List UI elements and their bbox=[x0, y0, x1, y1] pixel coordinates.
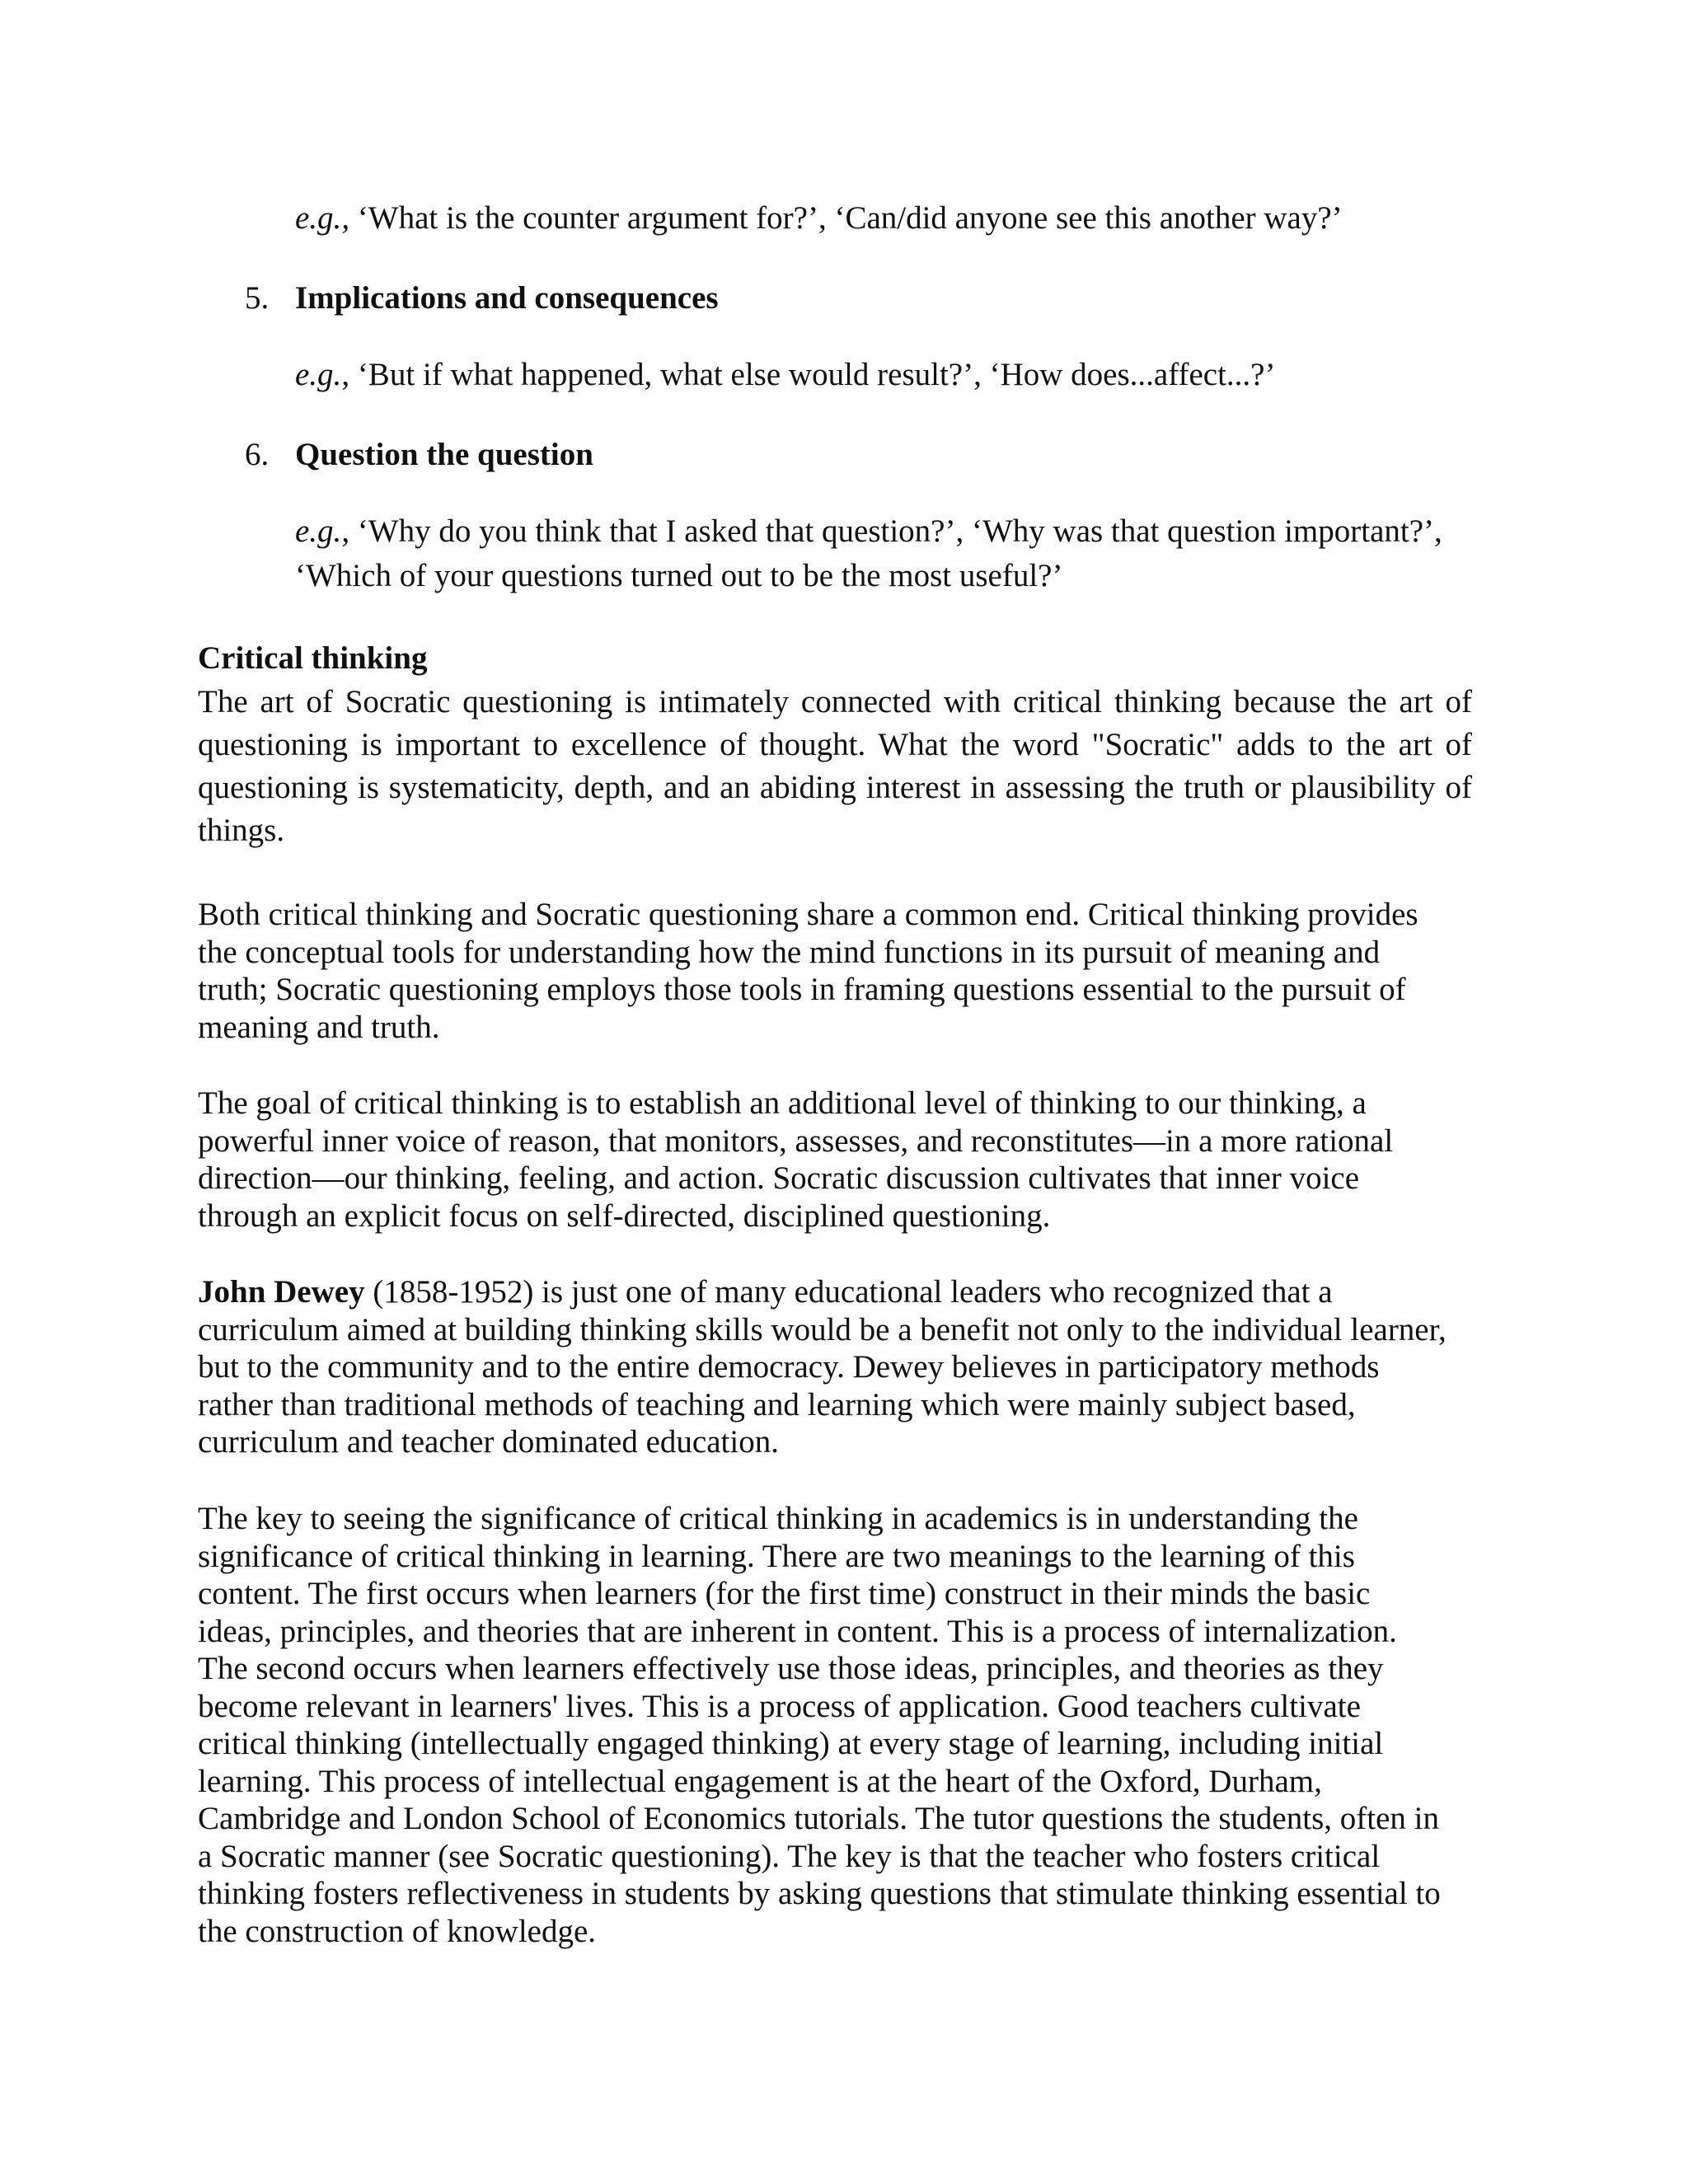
person-name: John Dewey bbox=[198, 1274, 365, 1310]
paragraph-line: content. The first occurs when learners (for the first time) construct in their minds the basic bbox=[198, 1576, 1371, 1611]
paragraph-line: meaning and truth. bbox=[198, 1009, 440, 1045]
example-text: , ‘What is the counter argument for?’, ‘Can/did anyone see this another way?’ bbox=[341, 200, 1343, 236]
paragraph-line: powerful inner voice of reason, that monitors, assesses, and reconstitutes—in a more rational bbox=[198, 1122, 1394, 1159]
example-prefix: e.g. bbox=[295, 513, 342, 549]
example-prefix: e.g. bbox=[295, 357, 342, 392]
paragraph-line: a Socratic manner (see Socratic questioning). The key is that the teacher who fosters critical bbox=[198, 1838, 1381, 1874]
paragraph bbox=[198, 681, 1472, 852]
list-example bbox=[295, 196, 1343, 241]
paragraph-line: become relevant in learners' lives. This is a process of application. Good teachers cultivate bbox=[198, 1688, 1361, 1724]
paragraph-line: critical thinking (intellectually engaged thinking) at every stage of learning, including initial bbox=[198, 1726, 1384, 1761]
paragraph-line: through an explicit focus on self-directed, disciplined questioning. bbox=[198, 1197, 1051, 1234]
paragraph-line: The art of Socratic questioning is intimately connected with critical thinking because the art of bbox=[198, 684, 1472, 719]
list-item-number: 5. bbox=[245, 280, 270, 316]
paragraph-line: the construction of knowledge. bbox=[198, 1913, 597, 1949]
paragraph bbox=[198, 1500, 1441, 1950]
paragraph-line: significance of critical thinking in learning. There are two meanings to the learning of this bbox=[198, 1538, 1355, 1574]
list-example bbox=[295, 353, 1275, 397]
section-heading: Critical thinking bbox=[198, 640, 428, 676]
paragraph-line: curriculum aimed at building thinking skills would be a benefit not only to the individual learner, bbox=[198, 1311, 1447, 1347]
list-example bbox=[295, 509, 1442, 598]
example-text: ‘Which of your questions turned out to be the most useful?’ bbox=[295, 558, 1063, 593]
paragraph bbox=[198, 1273, 1447, 1461]
example-prefix: e.g. bbox=[295, 200, 342, 236]
paragraph-text: (1858-1952) is just one of many educational leaders who recognized that a bbox=[364, 1274, 1333, 1310]
paragraph-line: curriculum and teacher dominated education. bbox=[198, 1424, 779, 1460]
paragraph-line: The key to seeing the significance of critical thinking in academics is in understanding the bbox=[198, 1501, 1358, 1536]
paragraph-line: thinking fosters reflectiveness in students by asking questions that stimulate thinking essential to bbox=[198, 1876, 1441, 1911]
list-item-title: Implications and consequences bbox=[295, 280, 719, 316]
paragraph-line: the conceptual tools for understanding how the mind functions in its pursuit of meaning and bbox=[198, 934, 1381, 970]
paragraph-line: Cambridge and London School of Economics tutorials. The tutor questions the students, often in bbox=[198, 1801, 1439, 1836]
paragraph bbox=[198, 1085, 1393, 1235]
example-text: , ‘Why do you think that I asked that question?’, ‘Why was that question important?’, bbox=[341, 513, 1442, 549]
paragraph-line: learning. This process of intellectual engagement is at the heart of the Oxford, Durham, bbox=[198, 1763, 1322, 1799]
paragraph-line: rather than traditional methods of teaching and learning which were mainly subject based, bbox=[198, 1386, 1356, 1422]
paragraph-line: Both critical thinking and Socratic questioning share a common end. Critical thinking provides bbox=[198, 897, 1418, 932]
paragraph-line: questioning is important to excellence of thought. What the word "Socratic" adds to the art of bbox=[198, 727, 1472, 762]
paragraph-line: truth; Socratic questioning employs those tools in framing questions essential to the pursuit of bbox=[198, 972, 1406, 1007]
paragraph-line: direction—our thinking, feeling, and action. Socratic discussion cultivates that inner voice bbox=[198, 1160, 1360, 1196]
paragraph-line: things. bbox=[198, 813, 285, 848]
example-text: , ‘But if what happened, what else would result?’, ‘How does...affect...?’ bbox=[341, 357, 1276, 392]
paragraph-line: ideas, principles, and theories that are inherent in content. This is a process of internalization. bbox=[198, 1613, 1397, 1649]
paragraph-line: questioning is systematicity, depth, and an abiding interest in assessing the truth or plausibility of bbox=[198, 770, 1472, 805]
list-item-number: 6. bbox=[245, 437, 270, 472]
paragraph-line: but to the community and to the entire democracy. Dewey believes in participatory methods bbox=[198, 1349, 1380, 1385]
paragraph-line: The second occurs when learners effectively use those ideas, principles, and theories as they bbox=[198, 1651, 1384, 1686]
list-item-title: Question the question bbox=[295, 437, 593, 472]
paragraph bbox=[198, 896, 1418, 1046]
paragraph-line: The goal of critical thinking is to establish an additional level of thinking to our thinking, a bbox=[198, 1085, 1367, 1121]
